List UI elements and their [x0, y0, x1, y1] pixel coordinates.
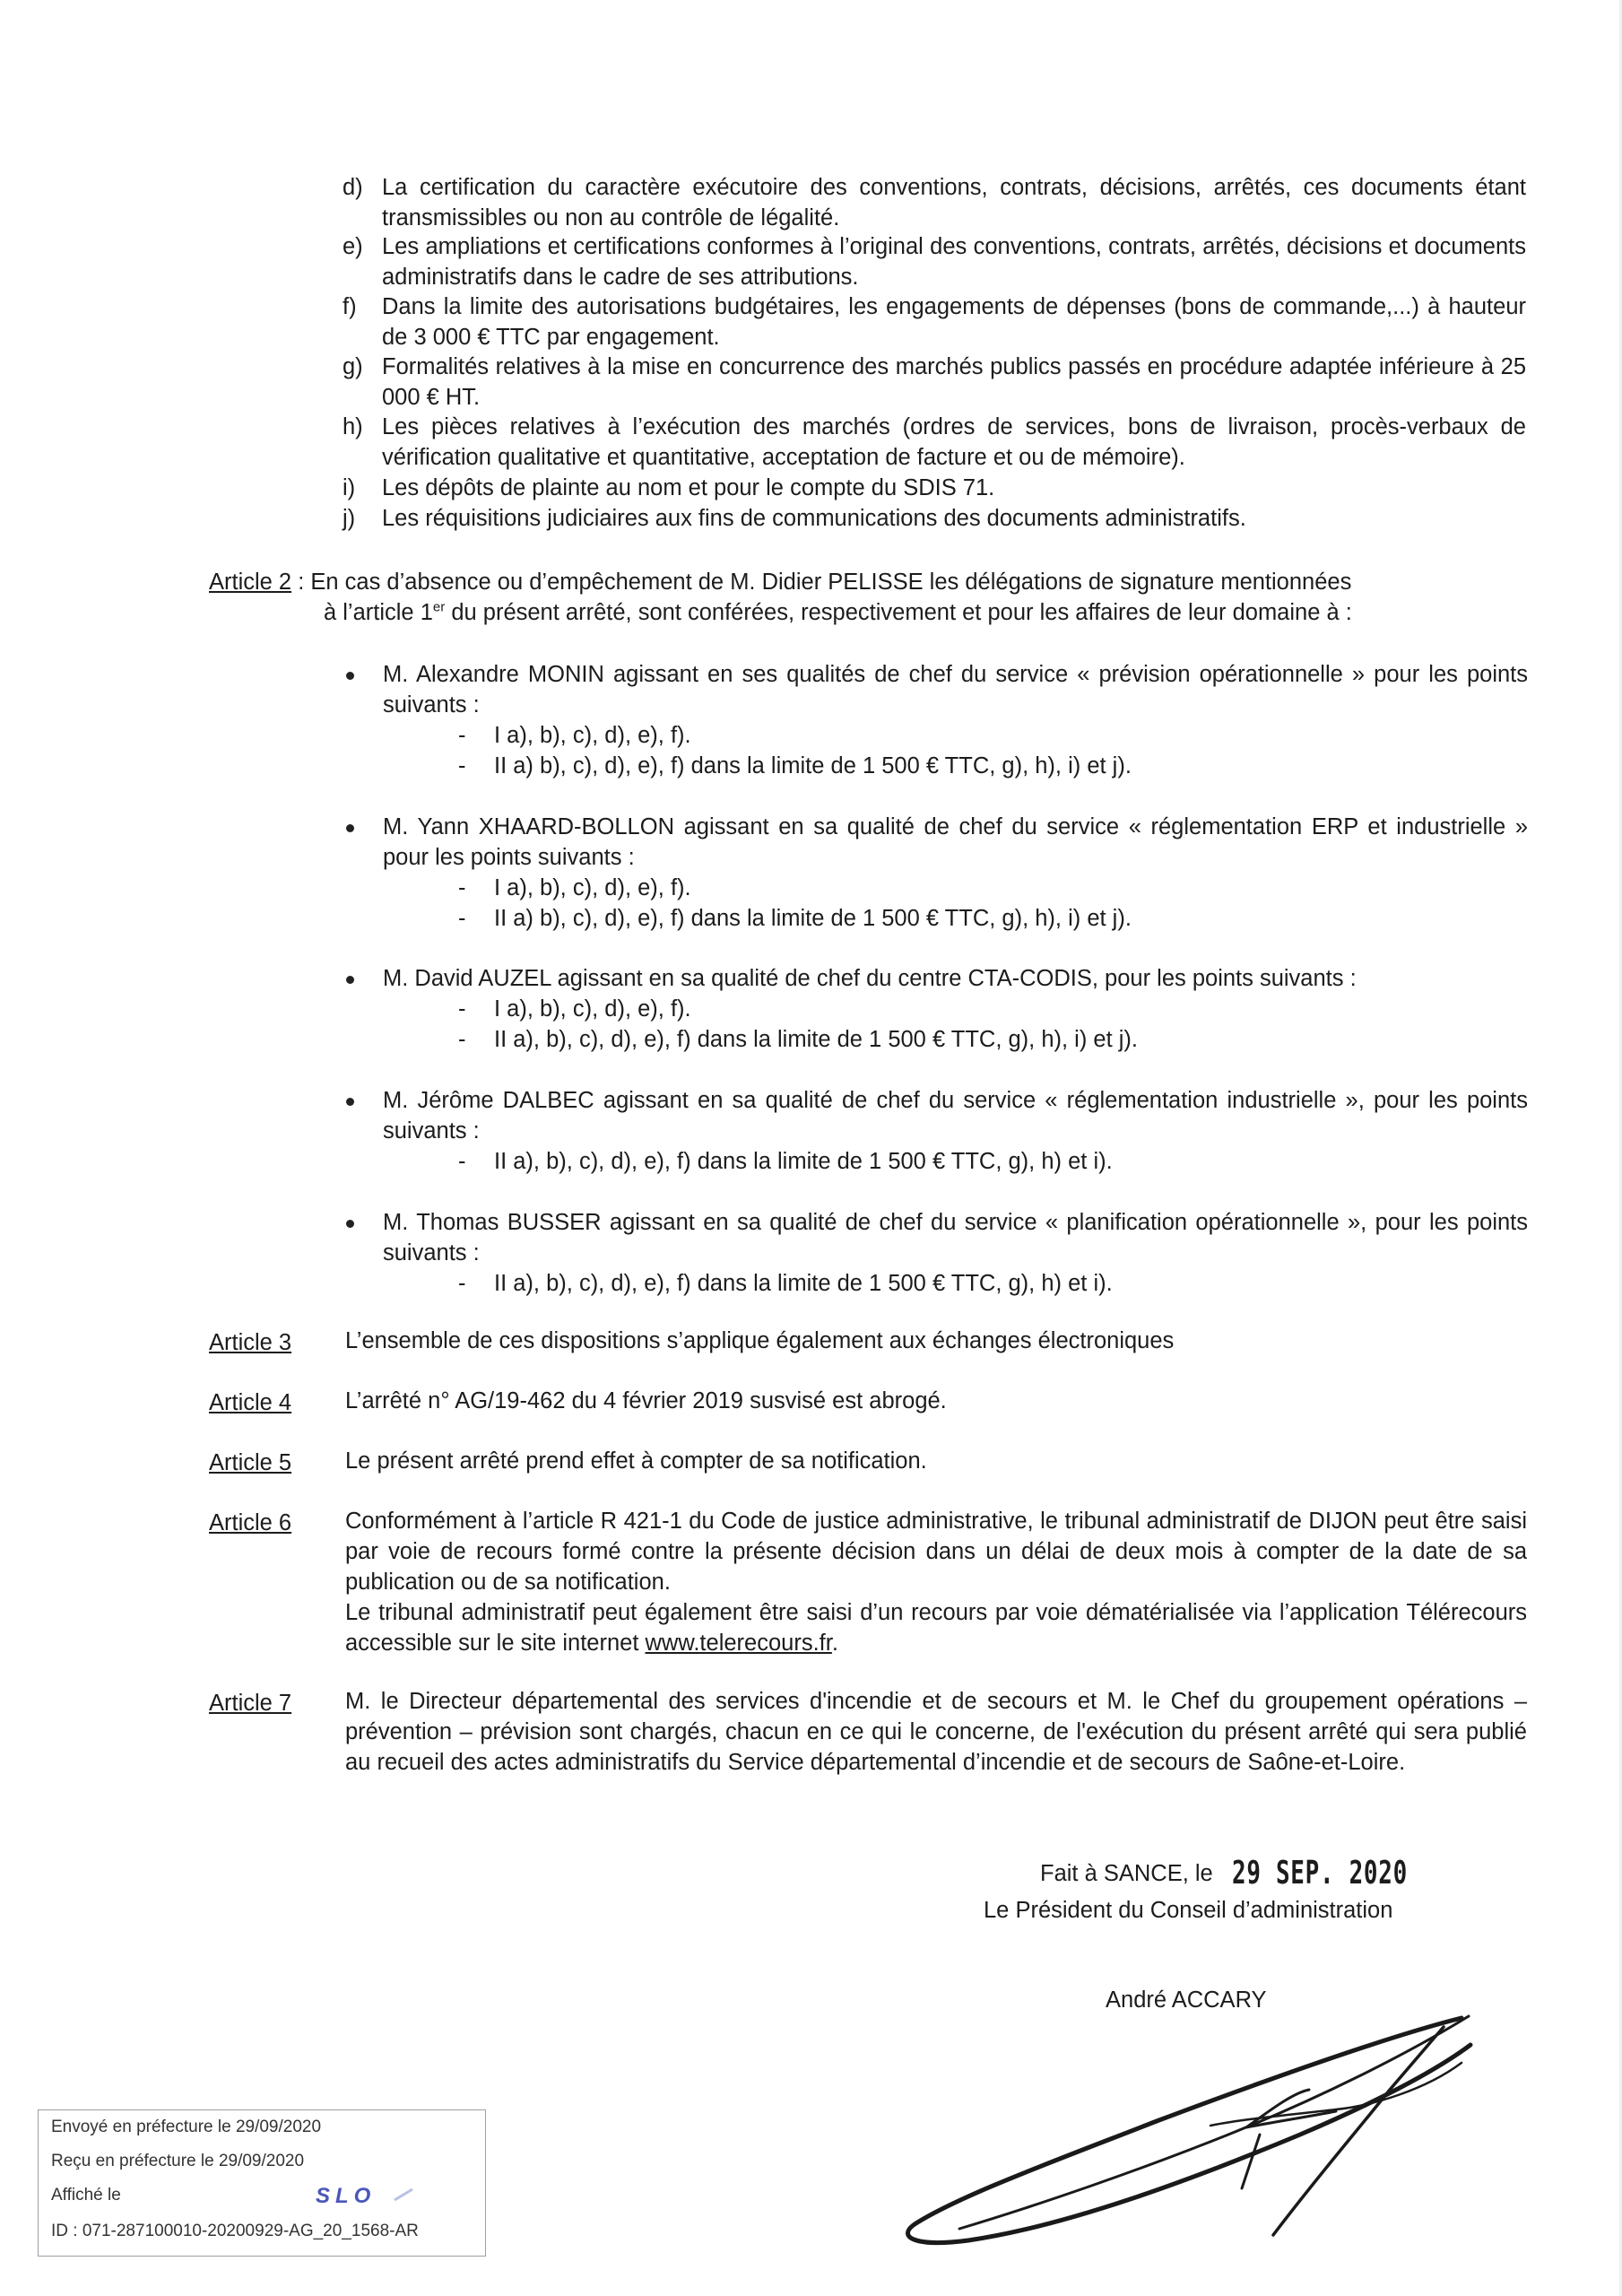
list-marker: g) [343, 354, 363, 379]
article-label: Article 4 [209, 1390, 292, 1415]
article-separator: : [291, 570, 311, 595]
point-text: I a), b), c), d), e), f). [494, 723, 691, 748]
list-text: Les pièces relatives à l’exécution des marchés (ordres de services, bons de livraison, procès-verbaux de vérification qualitative et quantitative, acceptation de facture et ou de mémoire). [382, 414, 1526, 470]
article-2-text: En cas d’absence ou d’empêchement de M. Didier PELISSE les délégations de signature mentionnées [310, 570, 1352, 595]
list-text: La certification du caractère exécutoire des conventions, contrats, décisions, arrêtés, ces documents étant transmissibles ou non au contrôle de légalité. [382, 175, 1526, 230]
document-page: d) La certification du caractère exécutoire des conventions, contrats, décisions, arrêtés, ces documents étant transmissibles ou non au contrôle de légalité. e) Les ampliations et certifications conformes à l’original des conventions, contrats, arrêtés, décisions et documents administratifs dans le cadre de ses attributions. f) Dans la limite des autorisations budgétaires, les engagements de dépenses (bons de commande,...) à hauteur de 3 000 € TTC par engagement. g) Formalités relatives à la mise en concurrence des marchés publics passés en procédure adaptée inférieure à 25 000 € HT. h) Les pièces relatives à l’exécution des marchés (ordres de services, bons de livraison, procès-verbaux de vérification qualitative et quantitative, acceptation de facture et ou de mémoire). i) Les dépôts de plainte au nom et pour le compte du SDIS 71. j) Les réquisitions judiciaires aux fins de communications des documents administratifs. Article 2 : En cas d’absence ou d’empêchement de M. Didier PELISSE les délégations de signature mentionnées à l’article 1er du présent arrêté, sont conférées, respectivement et pour les affaires de leur domaine à : M. Alexandre MONIN agissant en ses qualités de chef du service « prévision opérationnelle » pour les points suivants : - I a), b), c), d), e), f). - II a) b), c), d), e), f) dans la limite de 1 500 € TTC, g), h), i) et j). M. Yann XHAARD-BOLLON agissant en sa qualité de chef du service « réglementation ERP et industrielle » pour les points suivants : - I a), b), c), d), e), f). - II a) b), c), d), e), f) dans la limite de 1 500 € TTC, g), h), i) et j). M. David AUZEL agissant en sa qualité de chef du centre CTA-CODIS, pour les points suivants : - I a), b), c), d), e), f). - II a), b), c), d), e), f) dans la limite de 1 500 € TTC, g), h), i) et j). M. Jérôme DALBEC agissant en sa qualité de chef du service « réglementation industrielle », pour les points suivants : - II a), b), c), d), e), f) dans la limite de 1 500 € TTC, g), h) et i). M. Thomas BUSSER agissant en sa qualité de chef du service « planification opérationnelle », pour les points suivants : - II a), b), c), d), e), f) dans la limite de 1 500 € TTC, g), h) et i). Article 3 L’ensemble de ces dispositions s’applique également aux échanges électroniques Article 4 L’arrêté n° AG/19-462 du 4 février 2019 susvisé est abrogé. Article 5 Le présent arrêté prend effet à compter de sa notification. Article 6 Conformément à l’article R 421-1 du Code de justice administrative, le tribunal administratif de DIJON peut être saisi par voie de recours formé contre la présente décision dans un délai de deux mois à compter de la date de sa publication ou de sa notification. Le tribunal administratif peut également être saisi d’un recours par voie dématérialisée via l’application Télérecours accessible sur le site internet www.telerecours.fr. Article 7 M. le Directeur départemental des services d'incendie et de secours et M. le Chef du groupement opérations – prévention – prévision sont chargés, chacun en ce qui le concerne, de l'exécution du présent arrêté qui sera publié au recueil des actes administratifs du Service départemental d’incendie et de secours de Saône-et-Loire. Fait à SANCE, le 29 SEP. 2020 Le Président du Conseil d’administration André ACCARY Envoyé en préfecture le 29/09/2020 Reçu en préfecture le 29/09/2020 Affiché le SLO ID : 071-287100010-20200929-AG_20_1568-AR [0, 0, 1622, 2296]
article-6-paragraph: Conformément à l’article R 421-1 du Code de justice administrative, le tribunal administratif de DIJON peut être saisi par voie de recours formé contre la présente décision dans un délai de deux mois à compter de la date de sa publication ou de sa notification. [345, 1509, 1527, 1595]
slo-logo [312, 2184, 420, 2207]
article-2-text: à l’article 1 [324, 600, 433, 625]
article-7-text: M. le Directeur départemental des services d'incendie et de secours et M. le Chef du groupement opérations – prévention – prévision sont chargés, chacun en ce qui le concerne, de l'exécution du présent arrêté qui sera publié au recueil des actes administratifs du Service départemental d’incendie et de secours de Saône-et-Loire. [345, 1689, 1527, 1775]
list-text: Les dépôts de plainte au nom et pour le compte du SDIS 71. [382, 475, 995, 500]
article-label: Article 5 [209, 1450, 292, 1475]
article-3-text: L’ensemble de ces dispositions s’applique également aux échanges électroniques [345, 1328, 1175, 1353]
list-marker: j) [343, 506, 356, 531]
handwritten-signature [888, 2000, 1497, 2269]
point-text: II a), b), c), d), e), f) dans la limite de 1 500 € TTC, g), h) et i). [494, 1271, 1113, 1296]
list-text: Formalités relatives à la mise en concurrence des marchés publics passés en procédure adaptée inférieure à 25 000 € HT. [382, 354, 1526, 410]
article-6-text [345, 1506, 1527, 1658]
article-6-paragraph-2 [345, 1597, 1527, 1658]
signatory-name: André ACCARY [1106, 1987, 1267, 2013]
point-text: II a), b), c), d), e), f) dans la limite de 1 500 € TTC, g), h), i) et j). [494, 1027, 1139, 1052]
delegate-text: M. Alexandre MONIN agissant en ses qualités de chef du service « prévision opérationnelle » pour les points suivants : [383, 662, 1528, 718]
list-marker: h) [343, 414, 363, 439]
delegate-text: M. Yann XHAARD-BOLLON agissant en sa qualité de chef du service « réglementation ERP et industrielle » pour les points suivants : [383, 814, 1528, 870]
list-marker: f) [343, 294, 357, 319]
signature-title: Le Président du Conseil d’administration [984, 1898, 1393, 1923]
slo-logo-text: SLO [316, 2184, 377, 2207]
article-6-text-2: Le tribunal administratif peut également être saisi d’un recours par voie dématérialisée via l’application Télérecours accessible sur le site internet [345, 1600, 1527, 1656]
period: . [831, 1631, 838, 1656]
article-4-text: L’arrêté n° AG/19-462 du 4 février 2019 susvisé est abrogé. [345, 1388, 947, 1413]
point-text: I a), b), c), d), e), f). [494, 875, 691, 900]
stamped-date: 29 SEP. 2020 [1231, 1855, 1408, 1892]
list-text: Les ampliations et certifications conformes à l’original des conventions, contrats, arrêtés, décisions et documents administratifs dans le cadre de ses attributions. [382, 234, 1526, 290]
stamp-posted: Affiché le [51, 2186, 121, 2205]
prefecture-stamp [38, 2109, 486, 2257]
bullet-icon [346, 1220, 354, 1228]
point-text: I a), b), c), d), e), f). [494, 996, 691, 1022]
article-label: Article 6 [209, 1510, 292, 1535]
signature-place [1040, 1855, 1476, 1892]
bullet-icon [346, 976, 354, 984]
list-marker: i) [343, 475, 356, 500]
article-2-line-1 [209, 567, 1351, 597]
bullet-icon [346, 824, 354, 832]
article-2-line-2 [324, 597, 1352, 628]
signature-place-text: Fait à SANCE, le [1040, 1861, 1213, 1886]
delegate-text: M. David AUZEL agissant en sa qualité de chef du centre CTA-CODIS, pour les points suivants : [383, 966, 1357, 991]
telerecours-link[interactable]: www.telerecours.fr [645, 1631, 832, 1656]
list-text: Les réquisitions judiciaires aux fins de communications des documents administratifs. [382, 506, 1246, 531]
list-marker: e) [343, 234, 363, 259]
article-2-text: du présent arrêté, sont conférées, respectivement et pour les affaires de leur domaine à : [445, 600, 1352, 625]
article-5-text: Le présent arrêté prend effet à compter de sa notification. [345, 1448, 927, 1474]
article-label: Article 7 [209, 1691, 292, 1716]
ordinal-superscript: er [432, 599, 446, 615]
delegate-text: M. Jérôme DALBEC agissant en sa qualité de chef du service « réglementation industrielle », pour les points suivants : [383, 1088, 1528, 1144]
stamp-id: ID : 071-287100010-20200929-AG_20_1568-AR [51, 2222, 419, 2240]
stamp-sent: Envoyé en préfecture le 29/09/2020 [51, 2118, 322, 2136]
stamp-received: Reçu en préfecture le 29/09/2020 [51, 2152, 305, 2170]
bullet-icon [346, 672, 354, 680]
bullet-icon [346, 1098, 354, 1106]
list-marker: d) [343, 175, 363, 200]
delegate-text: M. Thomas BUSSER agissant en sa qualité de chef du service « planification opérationnelle », pour les points suivants : [383, 1210, 1528, 1265]
point-text: II a) b), c), d), e), f) dans la limite de 1 500 € TTC, g), h), i) et j). [494, 753, 1132, 778]
article-label: Article 2 [209, 570, 292, 595]
article-label: Article 3 [209, 1330, 292, 1355]
point-text: II a), b), c), d), e), f) dans la limite de 1 500 € TTC, g), h) et i). [494, 1149, 1113, 1174]
point-text: II a) b), c), d), e), f) dans la limite de 1 500 € TTC, g), h), i) et j). [494, 906, 1132, 931]
list-text: Dans la limite des autorisations budgétaires, les engagements de dépenses (bons de commande,...) à hauteur de 3 000 € TTC par engagement. [382, 294, 1526, 350]
